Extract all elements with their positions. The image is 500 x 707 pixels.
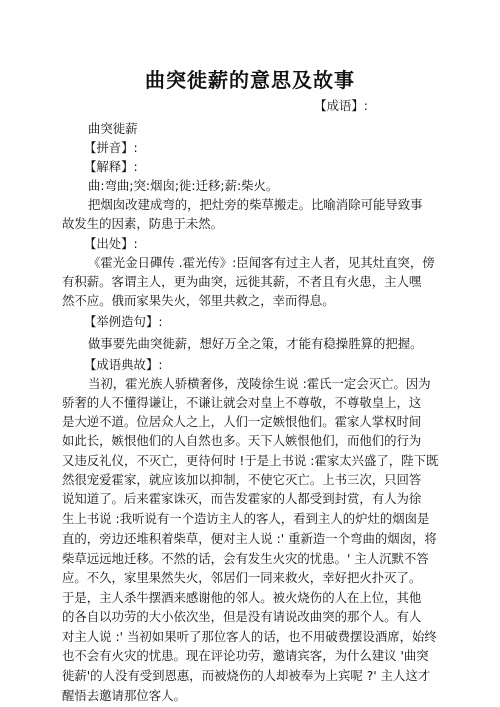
story-line: 然很宠爱霍家，就应该加以抑制，不使它灭亡。上书三次，只回答 (62, 472, 422, 487)
page-title: 曲突徙薪的意思及故事 (145, 68, 355, 92)
story-line: 又违反礼仪，不灭亡，更待何时 !于是上书说 :霍家太兴盛了，陛下既 (62, 453, 439, 468)
story-line: 应。不久，家里果然失火，邻居们一同来救火，幸好把火扑灭了。 (62, 570, 422, 585)
story-line: 是大逆不道。位居众人之上，人们一定嫉恨他们。霍家人掌权时间 (62, 414, 422, 429)
story-line: 柴草远远地迁移。不然的话，会有发生火灾的忧患。' 主人沉默不答 (62, 551, 429, 566)
source-line: 然不应。俄而家果失火，邻里共救之，幸而得息。 (62, 293, 335, 308)
story-line: 骄奢的人不懂得谦让，不谦让就会对皇上不尊敬，不尊敬皇上，这 (62, 395, 422, 410)
story-line: 于是，主人杀牛摆酒来感谢他的邻人。被火烧伤的人在上位，其他 (62, 590, 422, 605)
story-line: 徙薪'的人没有受到恩惠，而被烧伤的人却被奉为上宾呢 ?' 主人这才 (62, 668, 431, 683)
section-label-story: 【成语典故】: (84, 357, 163, 372)
section-label-chengyu: 【成语】: (314, 98, 368, 113)
section-label-source: 【出处】: (84, 236, 138, 251)
section-label-explanation: 【解释】: (84, 159, 138, 174)
source-line: 《霍光金日磾传 .霍光传》:臣闻客有过主人者，见其灶直突，傍 (88, 255, 435, 270)
story-line: 的各自以功劳的大小依次坐，但是没有请说改曲突的那个人。有人 (62, 609, 422, 624)
story-line: 当初，霍光族人骄横奢侈，茂陵徐生说 :霍氏一定会灭亡。因为 (88, 376, 431, 391)
idiom-text: 曲突徙薪 (88, 121, 138, 136)
example-sentence: 做事要先曲突徙薪，想好万全之策，才能有稳操胜算的把握。 (88, 336, 423, 351)
story-line: 直的，旁边还堆积着柴草，便对主人说 :' 重新造一个弯曲的烟囱，将 (62, 531, 437, 546)
explanation-line: 曲:弯曲;突:烟囱;徙:迁移;薪:柴火。 (88, 178, 279, 193)
explanation-line: 故发生的因素，防患于未然。 (62, 216, 224, 231)
section-label-example: 【举例造句】: (84, 314, 163, 329)
section-label-pinyin: 【拼音】: (84, 140, 138, 155)
story-line: 也不会有火灾的忧患。现在评论功劳，邀请宾客，为什么建议 '曲突 (62, 648, 429, 663)
source-line: 有积薪。客谓主人，更为曲突，远徙其薪，不者且有火患，主人嘿 (62, 274, 422, 289)
explanation-line: 把烟囱改建成弯的，把灶旁的柴草搬走。比喻消除可能导致事 (88, 197, 423, 212)
story-line: 说知道了。后来霍家诛灭，而告发霍家的人都受到封赏，有人为徐 (62, 491, 422, 506)
story-line: 生上书说 :我听说有一个造访主人的客人，看到主人的炉灶的烟囱是 (62, 511, 430, 526)
story-line: 对主人说 :' 当初如果听了那位客人的话，也不用破费摆设酒席，始终 (62, 629, 437, 644)
story-line: 如此长，嫉恨他们的人自然也多。天下人嫉恨他们，而他们的行为 (62, 433, 422, 448)
story-line: 醒悟去邀请那位客人。 (62, 688, 186, 703)
